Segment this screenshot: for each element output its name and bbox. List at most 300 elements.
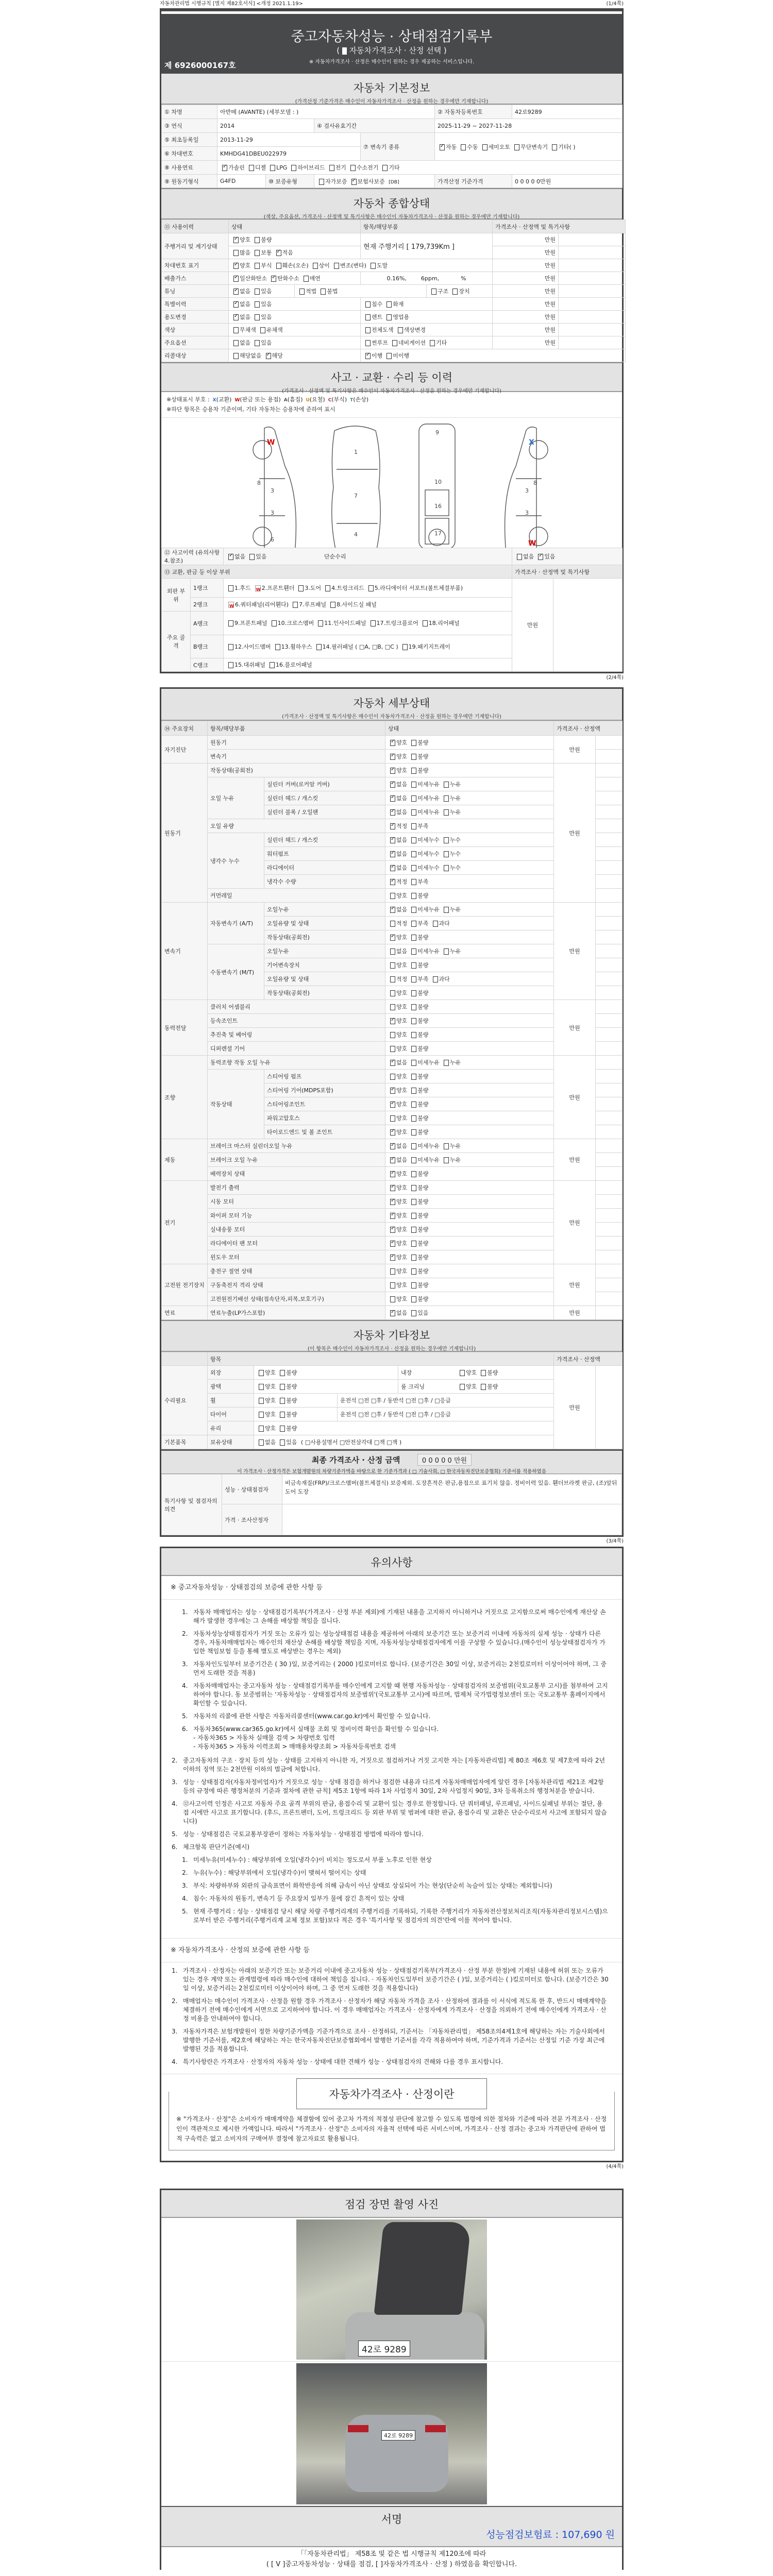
checkbox-checked-icon[interactable] bbox=[390, 907, 395, 913]
checkbox-icon[interactable] bbox=[365, 314, 371, 320]
checkbox-option[interactable] bbox=[431, 976, 450, 982]
checkbox-option[interactable] bbox=[396, 327, 426, 333]
checkbox-checked-icon[interactable] bbox=[390, 837, 395, 843]
checkbox-checked-icon[interactable] bbox=[365, 353, 371, 359]
checkbox-option[interactable] bbox=[253, 585, 295, 591]
checkbox-icon[interactable] bbox=[382, 165, 388, 171]
checkbox-option[interactable] bbox=[409, 1240, 428, 1247]
checkbox-icon[interactable] bbox=[259, 1384, 264, 1390]
checkbox-option[interactable] bbox=[226, 662, 265, 668]
checkbox-option[interactable] bbox=[226, 643, 271, 650]
checkbox-icon[interactable] bbox=[433, 921, 438, 927]
checkbox-option[interactable] bbox=[388, 1171, 407, 1177]
checkbox-option[interactable] bbox=[388, 976, 407, 982]
checkbox-icon[interactable] bbox=[411, 754, 416, 760]
checkbox-icon[interactable] bbox=[411, 1296, 416, 1302]
checkbox-option[interactable] bbox=[278, 1411, 297, 1418]
checkbox-checked-icon[interactable] bbox=[390, 1018, 395, 1024]
checkbox-checked-icon[interactable] bbox=[271, 276, 276, 282]
checkbox-icon[interactable] bbox=[390, 1074, 395, 1080]
checkbox-icon[interactable] bbox=[255, 263, 260, 269]
checkbox-icon[interactable] bbox=[460, 1384, 465, 1390]
checkbox-checked-icon[interactable] bbox=[222, 165, 227, 171]
checkbox-option[interactable] bbox=[348, 164, 379, 171]
checkbox-option[interactable] bbox=[388, 934, 407, 941]
checkbox-icon[interactable] bbox=[365, 301, 371, 308]
checkbox-option[interactable] bbox=[409, 1212, 428, 1219]
checkbox-option[interactable] bbox=[247, 553, 266, 560]
checkbox-option[interactable] bbox=[297, 288, 316, 295]
checkbox-icon[interactable] bbox=[318, 620, 323, 626]
checkbox-checked-icon[interactable] bbox=[390, 1101, 395, 1108]
checkbox-icon[interactable] bbox=[233, 353, 239, 359]
checkbox-checked-icon[interactable] bbox=[390, 823, 395, 829]
checkbox-option[interactable] bbox=[388, 948, 407, 955]
checkbox-option[interactable] bbox=[388, 1045, 407, 1052]
checkbox-option[interactable] bbox=[301, 275, 321, 282]
checkbox-option[interactable] bbox=[323, 585, 364, 591]
checkbox-icon[interactable] bbox=[411, 962, 416, 969]
checkbox-checked-icon[interactable] bbox=[390, 851, 395, 857]
checkbox-option[interactable] bbox=[442, 781, 461, 788]
checkbox-icon[interactable] bbox=[461, 144, 466, 150]
checkbox-option[interactable] bbox=[311, 262, 330, 269]
checkbox-option[interactable] bbox=[480, 144, 511, 150]
checkbox-icon[interactable] bbox=[411, 1255, 416, 1261]
checkbox-option[interactable] bbox=[253, 288, 272, 295]
checkbox-icon[interactable] bbox=[444, 907, 449, 913]
checkbox-option[interactable] bbox=[388, 1184, 407, 1191]
checkbox-icon[interactable] bbox=[272, 620, 277, 626]
checkbox-option[interactable] bbox=[363, 314, 382, 320]
checkbox-icon[interactable] bbox=[280, 1426, 285, 1432]
checkbox-option[interactable] bbox=[226, 553, 245, 560]
checkbox-icon[interactable] bbox=[386, 301, 392, 308]
checkbox-option[interactable] bbox=[388, 1268, 407, 1275]
checkbox-checked-icon[interactable] bbox=[390, 1213, 395, 1219]
checkbox-option[interactable] bbox=[388, 1101, 407, 1108]
checkbox-option[interactable] bbox=[388, 1018, 407, 1024]
checkbox-icon[interactable] bbox=[423, 620, 428, 626]
checkbox-option[interactable] bbox=[257, 1439, 276, 1446]
checkbox-option[interactable] bbox=[274, 262, 309, 269]
checkbox-option[interactable] bbox=[268, 164, 287, 171]
checkbox-option[interactable] bbox=[409, 1198, 428, 1205]
checkbox-icon[interactable] bbox=[390, 976, 395, 982]
checkbox-option[interactable] bbox=[458, 1383, 477, 1390]
checkbox-option[interactable] bbox=[253, 314, 272, 320]
checkbox-option[interactable] bbox=[388, 1296, 407, 1302]
checkbox-icon[interactable] bbox=[411, 823, 416, 829]
checkbox-option[interactable] bbox=[380, 164, 399, 171]
checkbox-icon[interactable] bbox=[255, 314, 260, 320]
checkbox-icon[interactable] bbox=[411, 1004, 416, 1010]
checkbox-icon[interactable] bbox=[316, 644, 322, 650]
checkbox-option[interactable] bbox=[349, 178, 385, 185]
checkbox-icon[interactable] bbox=[411, 837, 416, 843]
checkbox-option[interactable] bbox=[388, 739, 407, 746]
checkbox-option[interactable] bbox=[409, 892, 428, 899]
checkbox-icon[interactable] bbox=[260, 327, 265, 333]
checkbox-icon[interactable] bbox=[293, 602, 298, 608]
checkbox-icon[interactable] bbox=[460, 1370, 465, 1376]
checkbox-icon[interactable] bbox=[411, 1046, 416, 1052]
checkbox-icon[interactable] bbox=[291, 165, 296, 171]
checkbox-icon[interactable] bbox=[482, 144, 488, 150]
checkbox-option[interactable] bbox=[388, 962, 407, 969]
checkbox-icon[interactable] bbox=[390, 948, 395, 955]
checkbox-icon[interactable] bbox=[325, 585, 330, 591]
checkbox-icon[interactable] bbox=[255, 289, 260, 295]
checkbox-option[interactable] bbox=[409, 865, 440, 871]
checkbox-option[interactable] bbox=[274, 249, 293, 256]
checkbox-option[interactable] bbox=[296, 585, 321, 591]
checkbox-icon[interactable] bbox=[430, 340, 435, 346]
checkbox-icon[interactable] bbox=[411, 1227, 416, 1233]
checkbox-icon[interactable] bbox=[298, 585, 304, 591]
checkbox-checked-icon[interactable] bbox=[390, 768, 395, 774]
checkbox-option[interactable] bbox=[388, 851, 407, 857]
checkbox-icon[interactable] bbox=[411, 768, 416, 774]
checkbox-icon[interactable] bbox=[411, 1074, 416, 1080]
checkbox-checked-icon[interactable] bbox=[440, 144, 445, 150]
checkbox-option[interactable] bbox=[409, 753, 428, 760]
checkbox-checked-icon[interactable] bbox=[233, 237, 239, 243]
checkbox-icon[interactable] bbox=[386, 314, 392, 320]
checkbox-option[interactable] bbox=[226, 585, 251, 591]
checkbox-option[interactable] bbox=[388, 878, 407, 885]
checkbox-option[interactable] bbox=[388, 990, 407, 996]
checkbox-icon[interactable] bbox=[390, 962, 395, 969]
checkbox-checked-icon[interactable] bbox=[390, 795, 395, 802]
checkbox-icon[interactable] bbox=[334, 263, 339, 269]
checkbox-option[interactable] bbox=[231, 327, 256, 333]
checkbox-checked-icon[interactable] bbox=[233, 263, 239, 269]
checkbox-option[interactable] bbox=[409, 1129, 428, 1136]
checkbox-option[interactable] bbox=[388, 906, 407, 913]
checkbox-option[interactable] bbox=[409, 1296, 428, 1302]
checkbox-option[interactable] bbox=[278, 1425, 297, 1432]
checkbox-option[interactable] bbox=[388, 865, 407, 871]
checkbox-checked-icon[interactable] bbox=[390, 879, 395, 885]
checkbox-option[interactable] bbox=[409, 1184, 428, 1191]
checkbox-option[interactable] bbox=[273, 643, 312, 650]
checkbox-option[interactable] bbox=[270, 620, 314, 626]
checkbox-icon[interactable] bbox=[411, 1115, 416, 1122]
checkbox-icon[interactable] bbox=[321, 289, 326, 295]
checkbox-option[interactable] bbox=[409, 767, 428, 774]
checkbox-option[interactable] bbox=[409, 1282, 428, 1289]
checkbox-icon[interactable] bbox=[444, 1157, 449, 1163]
checkbox-option[interactable] bbox=[231, 314, 250, 320]
checkbox-icon[interactable] bbox=[411, 1129, 416, 1136]
checkbox-icon[interactable] bbox=[228, 602, 234, 608]
checkbox-option[interactable] bbox=[220, 164, 245, 171]
checkbox-option[interactable] bbox=[409, 809, 440, 816]
checkbox-option[interactable] bbox=[479, 1383, 498, 1390]
checkbox-option[interactable] bbox=[409, 1087, 428, 1094]
checkbox-icon[interactable] bbox=[411, 879, 416, 885]
checkbox-option[interactable] bbox=[264, 352, 283, 359]
checkbox-icon[interactable] bbox=[411, 948, 416, 955]
checkbox-icon[interactable] bbox=[444, 782, 449, 788]
checkbox-option[interactable] bbox=[388, 809, 407, 816]
checkbox-option[interactable] bbox=[409, 837, 440, 843]
checkbox-option[interactable] bbox=[366, 585, 463, 591]
checkbox-option[interactable] bbox=[536, 553, 555, 560]
checkbox-option[interactable] bbox=[409, 1031, 428, 1038]
checkbox-icon[interactable] bbox=[233, 327, 239, 333]
checkbox-icon[interactable] bbox=[411, 1241, 416, 1247]
checkbox-checked-icon[interactable] bbox=[390, 1227, 395, 1233]
checkbox-option[interactable] bbox=[291, 601, 326, 608]
checkbox-icon[interactable] bbox=[280, 1370, 285, 1376]
checkbox-icon[interactable] bbox=[411, 935, 416, 941]
checkbox-option[interactable] bbox=[409, 1310, 428, 1316]
checkbox-option[interactable] bbox=[327, 164, 346, 171]
checkbox-option[interactable] bbox=[515, 553, 534, 560]
checkbox-icon[interactable] bbox=[411, 1310, 416, 1316]
checkbox-icon[interactable] bbox=[411, 782, 416, 788]
checkbox-option[interactable] bbox=[388, 1115, 407, 1122]
checkbox-option[interactable] bbox=[257, 1397, 276, 1404]
checkbox-option[interactable] bbox=[231, 262, 250, 269]
checkbox-option[interactable] bbox=[409, 962, 428, 969]
checkbox-option[interactable] bbox=[409, 1226, 428, 1233]
checkbox-option[interactable] bbox=[442, 837, 461, 843]
checkbox-option[interactable] bbox=[388, 823, 407, 829]
checkbox-option[interactable] bbox=[450, 288, 469, 295]
checkbox-option[interactable] bbox=[388, 1198, 407, 1205]
checkbox-option[interactable] bbox=[421, 620, 460, 626]
checkbox-option[interactable] bbox=[409, 1115, 428, 1122]
checkbox-icon[interactable] bbox=[452, 289, 458, 295]
checkbox-icon[interactable] bbox=[411, 921, 416, 927]
checkbox-checked-icon[interactable] bbox=[233, 314, 239, 320]
checkbox-icon[interactable] bbox=[390, 1004, 395, 1010]
checkbox-icon[interactable] bbox=[233, 340, 239, 346]
checkbox-option[interactable] bbox=[388, 1031, 407, 1038]
checkbox-icon[interactable] bbox=[371, 263, 376, 269]
checkbox-option[interactable] bbox=[409, 739, 428, 746]
checkbox-icon[interactable] bbox=[411, 1199, 416, 1205]
checkbox-icon[interactable] bbox=[255, 237, 260, 243]
checkbox-option[interactable] bbox=[269, 275, 299, 282]
checkbox-option[interactable] bbox=[388, 1129, 407, 1136]
checkbox-icon[interactable] bbox=[270, 662, 275, 668]
checkbox-checked-icon[interactable] bbox=[233, 276, 239, 282]
checkbox-option[interactable] bbox=[409, 990, 428, 996]
checkbox-option[interactable] bbox=[442, 851, 461, 857]
checkbox-option[interactable] bbox=[438, 144, 457, 150]
checkbox-option[interactable] bbox=[231, 249, 250, 256]
checkbox-icon[interactable] bbox=[481, 1384, 486, 1390]
checkbox-option[interactable] bbox=[409, 1018, 428, 1024]
checkbox-option[interactable] bbox=[431, 920, 450, 927]
checkbox-option[interactable] bbox=[278, 1383, 297, 1390]
checkbox-icon[interactable] bbox=[276, 263, 281, 269]
checkbox-icon[interactable] bbox=[411, 1185, 416, 1191]
checkbox-icon[interactable] bbox=[433, 976, 438, 982]
checkbox-option[interactable] bbox=[231, 340, 250, 346]
checkbox-option[interactable] bbox=[409, 878, 428, 885]
checkbox-icon[interactable] bbox=[444, 837, 449, 843]
checkbox-icon[interactable] bbox=[330, 602, 335, 608]
checkbox-option[interactable] bbox=[458, 1369, 477, 1376]
checkbox-icon[interactable] bbox=[390, 1115, 395, 1122]
checkbox-option[interactable] bbox=[409, 948, 440, 955]
checkbox-option[interactable] bbox=[409, 906, 440, 913]
checkbox-option[interactable] bbox=[226, 620, 267, 626]
checkbox-option[interactable] bbox=[388, 1310, 407, 1316]
checkbox-icon[interactable] bbox=[398, 327, 403, 333]
checkbox-option[interactable] bbox=[384, 352, 409, 359]
checkbox-option[interactable] bbox=[316, 620, 366, 626]
checkbox-icon[interactable] bbox=[228, 585, 233, 591]
checkbox-checked-icon[interactable] bbox=[390, 1129, 395, 1136]
checkbox-icon[interactable] bbox=[233, 250, 239, 256]
checkbox-icon[interactable] bbox=[411, 1171, 416, 1177]
checkbox-icon[interactable] bbox=[280, 1398, 285, 1404]
checkbox-icon[interactable] bbox=[444, 1060, 449, 1066]
checkbox-option[interactable] bbox=[409, 1045, 428, 1052]
checkbox-option[interactable] bbox=[253, 301, 272, 308]
checkbox-option[interactable] bbox=[253, 262, 272, 269]
checkbox-option[interactable] bbox=[442, 1059, 461, 1066]
checkbox-checked-icon[interactable] bbox=[390, 782, 395, 788]
checkbox-option[interactable] bbox=[400, 643, 450, 650]
checkbox-checked-icon[interactable] bbox=[390, 1171, 395, 1177]
checkbox-option[interactable] bbox=[388, 1212, 407, 1219]
checkbox-option[interactable] bbox=[409, 1254, 428, 1261]
checkbox-option[interactable] bbox=[314, 643, 398, 650]
checkbox-option[interactable] bbox=[318, 288, 338, 295]
checkbox-icon[interactable] bbox=[411, 851, 416, 857]
checkbox-option[interactable] bbox=[409, 1143, 440, 1149]
checkbox-option[interactable] bbox=[442, 809, 461, 816]
checkbox-icon[interactable] bbox=[517, 554, 522, 560]
checkbox-checked-icon[interactable] bbox=[390, 1310, 395, 1316]
checkbox-option[interactable] bbox=[247, 164, 266, 171]
checkbox-checked-icon[interactable] bbox=[390, 1255, 395, 1261]
checkbox-icon[interactable] bbox=[365, 327, 371, 333]
checkbox-option[interactable] bbox=[278, 1397, 297, 1404]
checkbox-option[interactable] bbox=[363, 340, 388, 346]
checkbox-checked-icon[interactable] bbox=[390, 740, 395, 746]
checkbox-icon[interactable] bbox=[411, 1143, 416, 1149]
checkbox-checked-icon[interactable] bbox=[390, 865, 395, 871]
checkbox-icon[interactable] bbox=[444, 851, 449, 857]
checkbox-icon[interactable] bbox=[228, 620, 233, 626]
checkbox-option[interactable] bbox=[388, 1240, 407, 1247]
checkbox-option[interactable] bbox=[409, 934, 428, 941]
checkbox-icon[interactable] bbox=[280, 1384, 285, 1390]
checkbox-option[interactable] bbox=[388, 781, 407, 788]
checkbox-icon[interactable] bbox=[411, 795, 416, 802]
checkbox-icon[interactable] bbox=[270, 165, 275, 171]
checkbox-icon[interactable] bbox=[444, 865, 449, 871]
checkbox-option[interactable] bbox=[442, 865, 461, 871]
checkbox-option[interactable] bbox=[429, 288, 448, 295]
checkbox-icon[interactable] bbox=[411, 865, 416, 871]
checkbox-icon[interactable] bbox=[402, 644, 408, 650]
checkbox-option[interactable] bbox=[388, 1059, 407, 1066]
checkbox-icon[interactable] bbox=[411, 976, 416, 982]
checkbox-option[interactable] bbox=[388, 1004, 407, 1010]
checkbox-icon[interactable] bbox=[259, 1370, 264, 1376]
checkbox-icon[interactable] bbox=[390, 1268, 395, 1275]
checkbox-option[interactable] bbox=[459, 144, 478, 150]
checkbox-icon[interactable] bbox=[371, 620, 376, 626]
checkbox-icon[interactable] bbox=[411, 1268, 416, 1275]
checkbox-icon[interactable] bbox=[365, 340, 371, 346]
checkbox-icon[interactable] bbox=[390, 1282, 395, 1289]
checkbox-option[interactable] bbox=[409, 795, 440, 802]
checkbox-icon[interactable] bbox=[390, 990, 395, 996]
checkbox-icon[interactable] bbox=[255, 585, 261, 591]
checkbox-checked-icon[interactable] bbox=[276, 250, 281, 256]
checkbox-icon[interactable] bbox=[411, 740, 416, 746]
checkbox-option[interactable] bbox=[317, 178, 347, 185]
checkbox-option[interactable] bbox=[512, 144, 548, 150]
checkbox-option[interactable] bbox=[278, 1369, 297, 1376]
checkbox-option[interactable] bbox=[384, 301, 404, 308]
checkbox-option[interactable] bbox=[409, 851, 440, 857]
checkbox-option[interactable] bbox=[267, 662, 312, 668]
checkbox-icon[interactable] bbox=[411, 1088, 416, 1094]
checkbox-option[interactable] bbox=[388, 1143, 407, 1149]
checkbox-option[interactable] bbox=[388, 1254, 407, 1261]
checkbox-checked-icon[interactable] bbox=[390, 1199, 395, 1205]
checkbox-option[interactable] bbox=[384, 314, 409, 320]
checkbox-checked-icon[interactable] bbox=[390, 1241, 395, 1247]
checkbox-option[interactable] bbox=[442, 1157, 461, 1163]
checkbox-icon[interactable] bbox=[411, 1032, 416, 1038]
checkbox-option[interactable] bbox=[409, 781, 440, 788]
checkbox-option[interactable] bbox=[368, 262, 388, 269]
checkbox-icon[interactable] bbox=[390, 1032, 395, 1038]
checkbox-checked-icon[interactable] bbox=[390, 1185, 395, 1191]
checkbox-option[interactable] bbox=[253, 236, 272, 243]
checkbox-icon[interactable] bbox=[411, 809, 416, 816]
checkbox-option[interactable] bbox=[253, 340, 272, 346]
checkbox-option[interactable] bbox=[409, 1268, 428, 1275]
checkbox-checked-icon[interactable] bbox=[390, 754, 395, 760]
checkbox-icon[interactable] bbox=[255, 250, 260, 256]
checkbox-icon[interactable] bbox=[275, 644, 280, 650]
checkbox-option[interactable] bbox=[388, 1226, 407, 1233]
checkbox-option[interactable] bbox=[253, 249, 272, 256]
checkbox-icon[interactable] bbox=[386, 353, 392, 359]
checkbox-icon[interactable] bbox=[255, 340, 260, 346]
checkbox-option[interactable] bbox=[258, 327, 283, 333]
checkbox-icon[interactable] bbox=[444, 1143, 449, 1149]
checkbox-option[interactable] bbox=[388, 1073, 407, 1080]
checkbox-icon[interactable] bbox=[249, 165, 254, 171]
checkbox-option[interactable] bbox=[388, 753, 407, 760]
checkbox-icon[interactable] bbox=[444, 795, 449, 802]
checkbox-icon[interactable] bbox=[481, 1370, 486, 1376]
checkbox-checked-icon[interactable] bbox=[266, 353, 271, 359]
checkbox-option[interactable] bbox=[409, 823, 428, 829]
checkbox-icon[interactable] bbox=[390, 921, 395, 927]
checkbox-icon[interactable] bbox=[431, 289, 436, 295]
checkbox-icon[interactable] bbox=[350, 165, 356, 171]
checkbox-icon[interactable] bbox=[411, 893, 416, 899]
checkbox-icon[interactable] bbox=[411, 907, 416, 913]
checkbox-option[interactable] bbox=[328, 601, 377, 608]
checkbox-option[interactable] bbox=[289, 164, 325, 171]
